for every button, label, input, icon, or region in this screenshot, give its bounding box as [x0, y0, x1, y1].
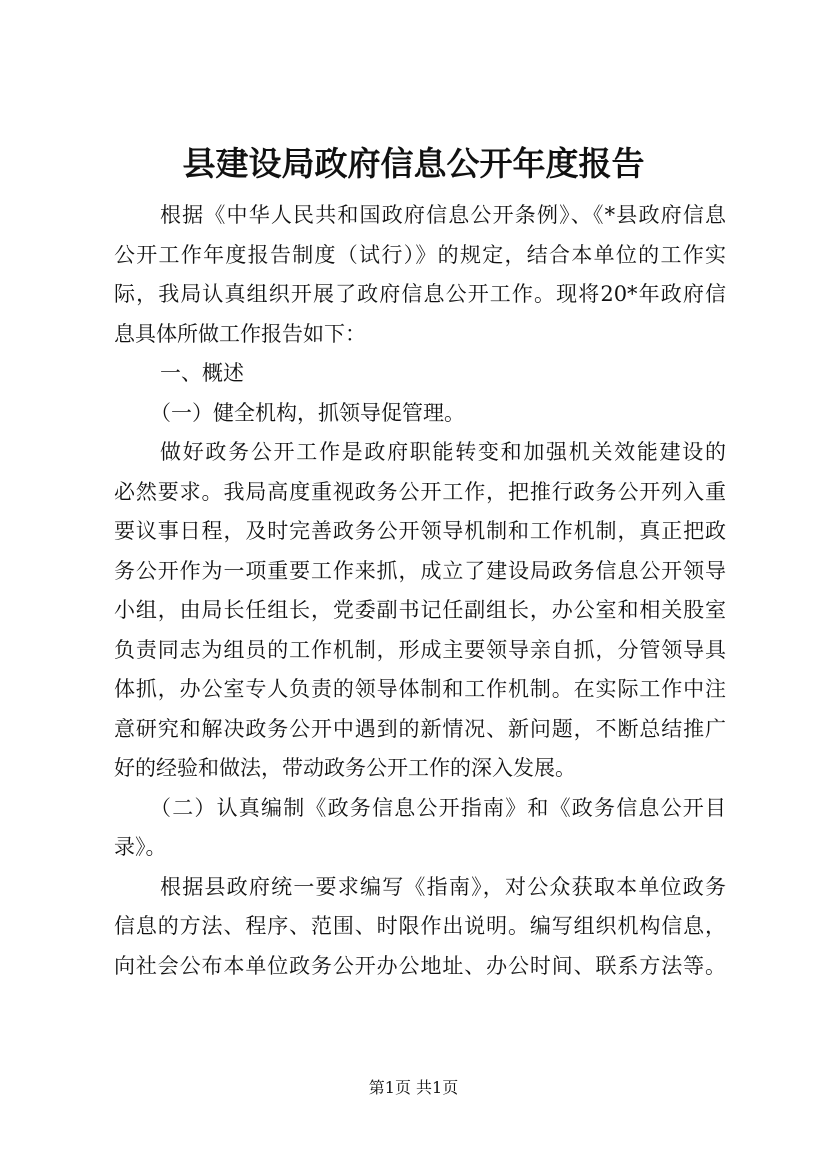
paragraph-line: 好的经验和做法，带动政务公开工作的深入发展。 [114, 756, 576, 780]
paragraph-line: 根据县政府统一要求编写《指南》，对公众获取本单位政务 [160, 874, 726, 899]
paragraph-line: 做好政务公开工作是政府职能转变和加强机关效能建设的 [160, 440, 726, 464]
paragraph-line: 信息的方法、程序、范围、时限作出说明。编写组织机构信息， [114, 914, 726, 938]
document-title: 县建设局政府信息公开年度报告 [182, 144, 645, 183]
subsection-heading-continued: 录》。 [114, 835, 167, 859]
paragraph-line: 要议事日程，及时完善政务公开领导机制和工作机制，真正把政 [114, 519, 726, 543]
subsection-heading: （一）健全机构，抓领导促管理。 [150, 400, 465, 425]
page-footer: 第1页 共1页 [368, 1078, 459, 1097]
paragraph-line: 负责同志为组员的工作机制，形成主要领导亲自抓，分管领导具 [114, 637, 726, 662]
paragraph-line: 必然要求。我局高度重视政务公开工作，把推行政务公开列入重 [114, 479, 726, 504]
paragraph-line: 意研究和解决政务公开中遇到的新情况、新问题，不断总结推广 [114, 716, 726, 741]
paragraph-line: 务公开作为一项重要工作来抓，成立了建设局政务信息公开领导 [114, 558, 726, 583]
paragraph-line: 体抓，办公室专人负责的领导体制和工作机制。在实际工作中注 [114, 677, 726, 701]
section-heading: 一、概述 [160, 361, 244, 385]
paragraph-line: 向社会公布本单位政务公开办公地址、办公时间、联系方法等。 [114, 953, 726, 978]
paragraph-line: 小组，由局长任组长，党委副书记任副组长，办公室和相关股室 [114, 598, 726, 622]
subsection-heading: （二）认真编制《政务信息公开指南》和《政务信息公开目 [150, 795, 726, 820]
document-body [114, 196, 726, 986]
paragraph-line: 息具体所做工作报告如下： [114, 321, 366, 346]
paragraph-line: 际，我局认真组织开展了政府信息公开工作。现将20*年政府信 [114, 282, 726, 306]
paragraph-line: 根据《中华人民共和国政府信息公开条例》、《*县政府信息 [160, 203, 726, 227]
paragraph-line: 公开工作年度报告制度（试行）》的规定，结合本单位的工作实 [114, 242, 726, 267]
